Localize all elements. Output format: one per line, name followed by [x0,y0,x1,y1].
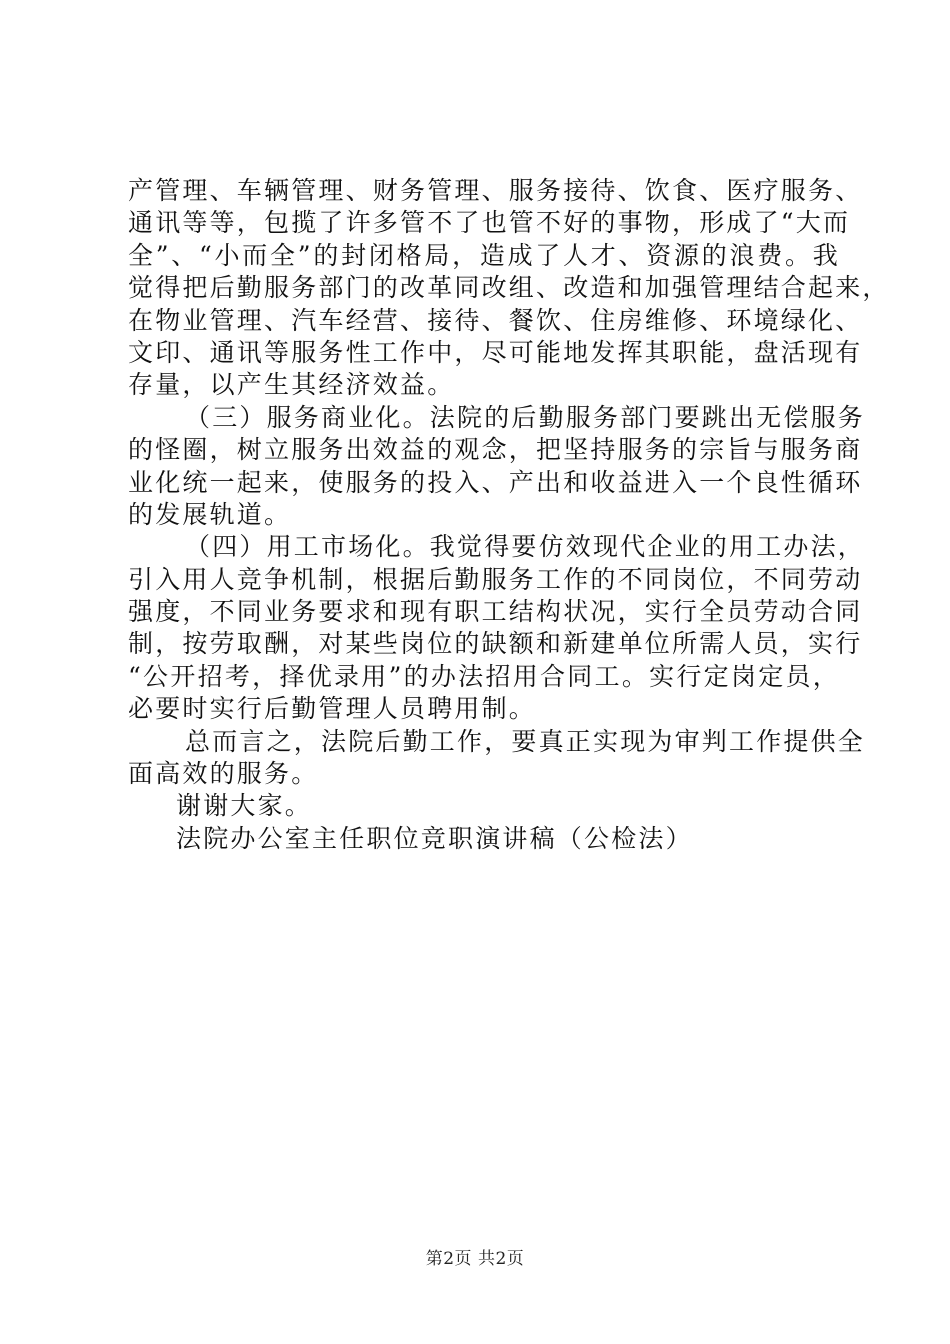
text-line: 必要时实行后勤管理人员聘用制。 [128,694,537,724]
page-number-footer: 第2页 共2页 [425,1249,525,1269]
paragraph-start-line: （三）服务商业化。法院的后勤服务部门要跳出无偿服务 [185,402,866,432]
text-line: 存量，以产生其经济效益。 [128,370,455,400]
text-line: 面高效的服务。 [128,759,319,789]
text-line: 引入用人竞争机制，根据后勤服务工作的不同岗位，不同劳动 [128,564,863,594]
text-line: 强度，不同业务要求和现有职工结构状况，实行全员劳动合同 [128,597,863,627]
text-line: 文印、通讯等服务性工作中，尽可能地发挥其职能，盘活现有 [128,337,863,367]
closing-line: 谢谢大家。 [176,791,313,821]
text-line: 觉得把后勤服务部门的改革同改组、改造和加强管理结合起来， [128,273,890,303]
text-line: 制，按劳取酬，对某些岗位的缺额和新建单位所需人员，实行 [128,629,863,659]
text-line: 业化统一起来，使服务的投入、产出和收益进入一个良性循环 [128,467,863,497]
text-line: “公开招考，择优录用”的办法招用合同工。实行定岗定员， [128,661,840,691]
document-body [128,175,890,855]
text-line: 的怪圈，树立服务出效益的观念，把坚持服务的宗旨与服务商 [128,435,863,465]
text-line: 的发展轨道。 [128,499,292,529]
paragraph-start-line: （四）用工市场化。我觉得要仿效现代企业的用工办法， [185,532,866,562]
text-line: 通讯等等，包揽了许多管不了也管不好的事物，形成了“大而 [128,208,851,238]
text-line: 在物业管理、汽车经营、接待、餐饮、住房维修、环境绿化、 [128,305,863,335]
text-line: 产管理、车辆管理、财务管理、服务接待、饮食、医疗服务、 [128,176,863,205]
paragraph-start-line: 总而言之，法院后勤工作，要真正实现为审判工作提供全 [185,726,866,756]
document-title-line: 法院办公室主任职位竞职演讲稿（公检法） [176,823,693,853]
text-line: 全”、“小而全”的封闭格局，造成了人才、资源的浪费。我 [128,240,840,270]
